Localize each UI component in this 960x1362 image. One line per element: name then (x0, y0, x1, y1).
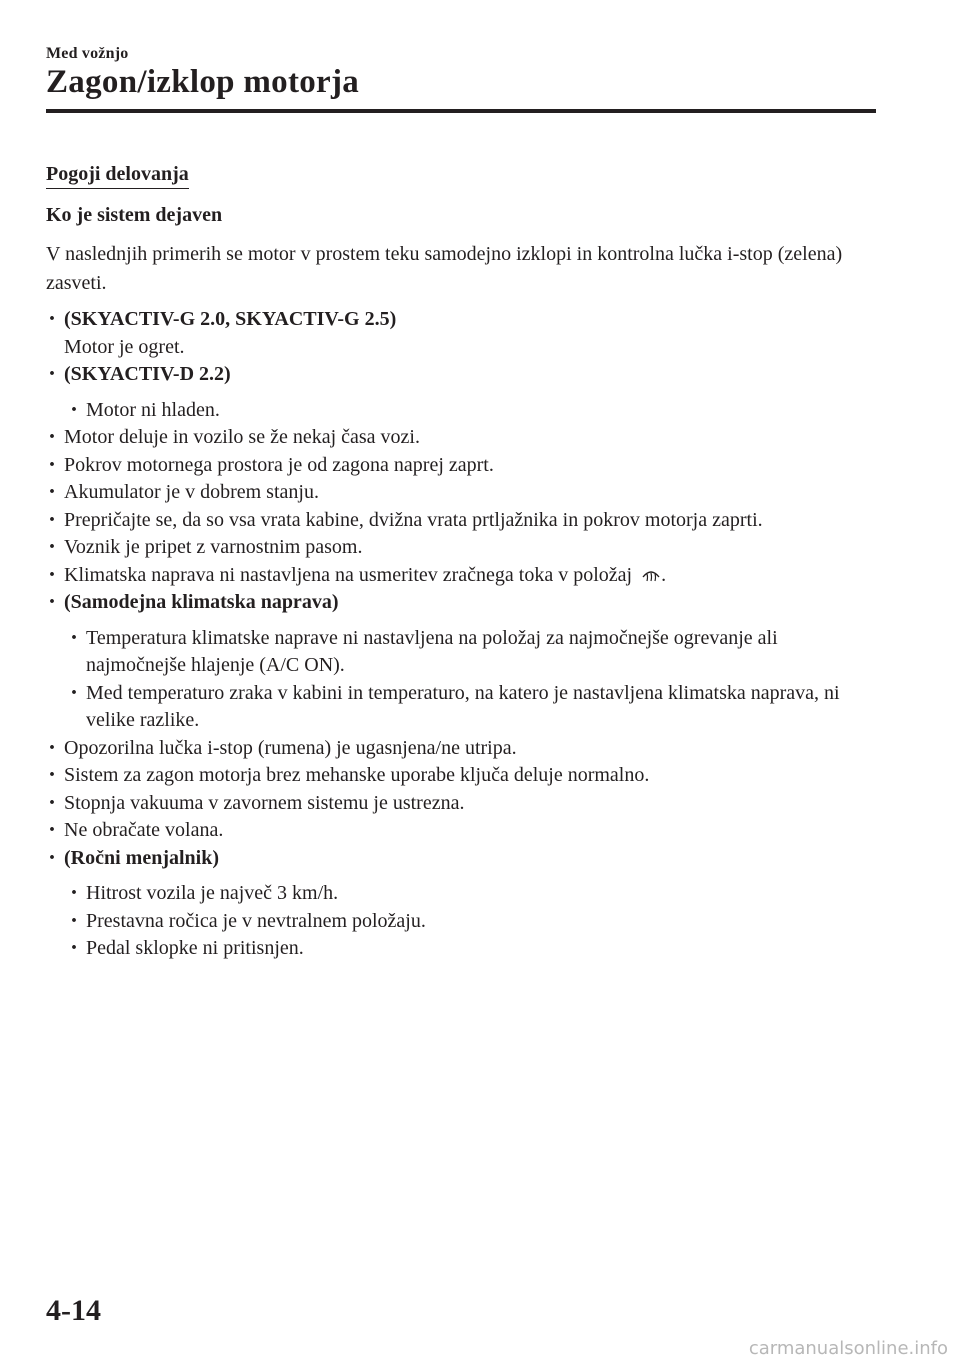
page-content (46, 160, 876, 963)
list-item (46, 361, 876, 389)
list-item (46, 424, 876, 452)
list-item (46, 479, 876, 507)
list-item (46, 908, 876, 936)
list-item-text: Akumulator je v dobrem stanju. (64, 481, 319, 503)
page-number: 4-14 (46, 1294, 101, 1327)
intro-paragraph: V naslednjih primerih se motor v prostem teku samodejno izklopi in kontrolna lučka i-stop (zelena) zasveti. (46, 243, 843, 294)
list-item-text: Prestavna ročica je v nevtralnem položaju. (86, 909, 426, 932)
list-item-text: Prepričajte se, da so vsa vrata kabine, dvižna vrata prtljažnika in pokrov motorja zaprti. (64, 508, 763, 531)
list-item-suffix: . (661, 563, 667, 586)
subheading-when-active: Ko je sistem dejaven (46, 204, 223, 226)
list-item (46, 935, 876, 963)
list-item (46, 790, 876, 818)
list-item (46, 334, 876, 362)
list-item-text: Med temperaturo zraka v kabini in temperaturo, na katero je nastavljena klimatska naprava, ni velike razlike. (86, 681, 840, 731)
list-item-text: (Ročni menjalnik) (64, 846, 219, 869)
list-item (46, 534, 876, 562)
list-item (46, 589, 876, 617)
list-item-text: Temperatura klimatske naprave ni nastavljena na položaj za najmočnejše ogrevanje ali najmočnejše hlajenje (A/C ON). (86, 626, 778, 676)
list-item-text: Motor je ogret. (64, 335, 185, 358)
list-item (46, 845, 876, 873)
list-item (46, 762, 876, 790)
list-item (46, 507, 876, 535)
list-item-text: Klimatska naprava ni nastavljena na usmeritev zračnega toka v položaj (64, 563, 638, 586)
list-item-text: Stopnja vakuuma v zavornem sistemu je ustrezna. (64, 791, 465, 814)
list-item (46, 735, 876, 763)
list-item (46, 880, 876, 908)
list-item (46, 817, 876, 845)
list-item-text: (SKYACTIV-D 2.2) (64, 363, 231, 385)
list-item-text: Motor deluje in vozilo se že nekaj časa vozi. (64, 426, 420, 448)
list-item-text: Voznik je pripet z varnostnim pasom. (64, 536, 363, 558)
list-item (46, 625, 876, 680)
list-item (46, 452, 876, 480)
list-item-text: Motor ni hladen. (86, 398, 220, 421)
list-item (46, 397, 876, 425)
list-item-text: Ne obračate volana. (64, 819, 224, 841)
list-item (46, 680, 876, 735)
list-item-text: Pokrov motornega prostora je od zagona naprej zaprt. (64, 453, 494, 476)
condition-list (46, 306, 876, 963)
section-label: Med vožnjo (46, 45, 129, 62)
list-item-text: Hitrost vozila je največ 3 km/h. (86, 882, 339, 904)
subheading-operating-conditions: Pogoji delovanja (46, 160, 189, 189)
list-item-text: Sistem za zagon motorja brez mehanske uporabe ključa deluje normalno. (64, 764, 650, 786)
list-item-text: Opozorilna lučka i-stop (rumena) je ugasnjena/ne utripa. (64, 736, 517, 759)
watermark: carmanualsonline.info (748, 1338, 948, 1359)
list-item-text: (Samodejna klimatska naprava) (64, 591, 339, 613)
windshield-defroster-icon (641, 564, 661, 582)
list-item-text: (SKYACTIV-G 2.0, SKYACTIV-G 2.5) (64, 308, 397, 330)
page-title: Zagon/izklop motorja (46, 64, 360, 100)
list-item (46, 306, 876, 334)
list-item (46, 562, 876, 590)
title-rule (46, 109, 876, 113)
list-item-text: Pedal sklopke ni pritisnjen. (86, 937, 304, 959)
